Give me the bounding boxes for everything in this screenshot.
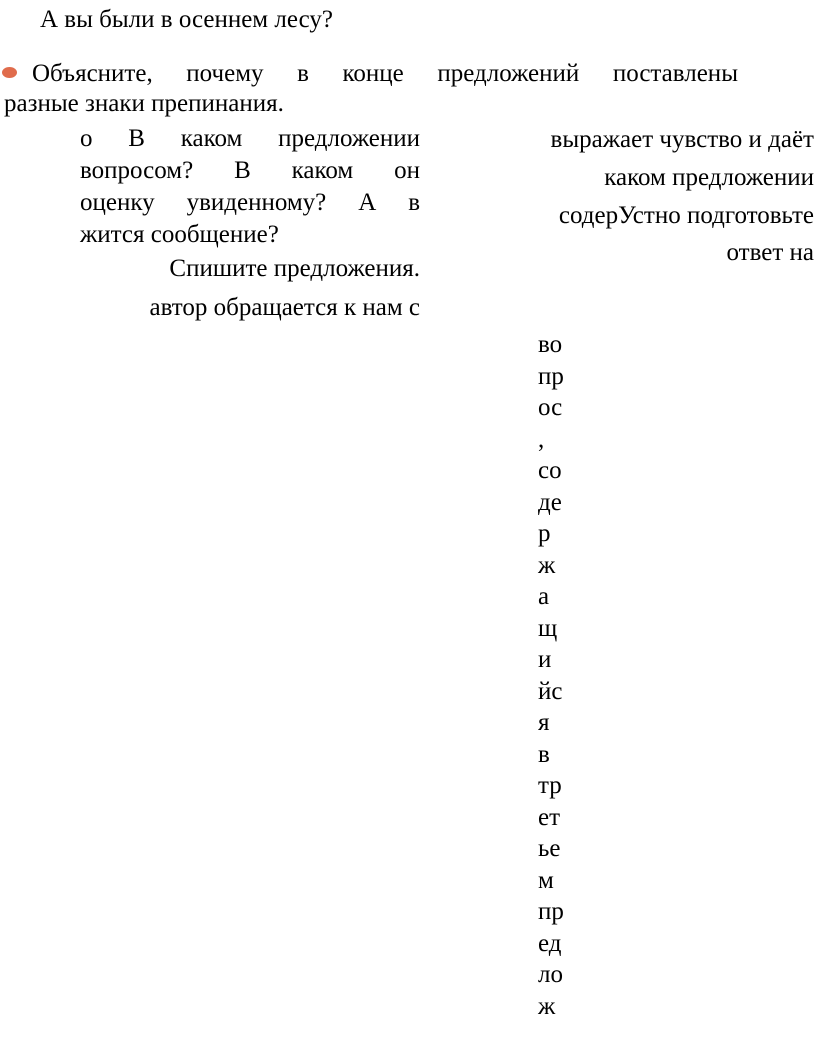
vertical-fragment: ед	[538, 929, 562, 957]
left-column-line-5: Спишите предложения.	[169, 255, 420, 282]
vertical-fragment: во	[538, 331, 563, 358]
vertical-fragment: щ	[538, 614, 558, 642]
vertical-text-column	[538, 329, 564, 1022]
left-column-line-4: жится сообщение?	[80, 221, 279, 248]
vertical-fragment: со	[538, 457, 562, 484]
vertical-fragment: пр	[538, 362, 564, 390]
vertical-fragment: ,	[538, 425, 545, 453]
vertical-fragment: тр	[538, 772, 562, 799]
vertical-fragment: а	[538, 583, 550, 610]
left-column-line-2: вопросом? В каком он	[80, 157, 420, 184]
vertical-fragment: и	[538, 646, 552, 673]
left-column-line-3: оценку увиденному? А в	[80, 189, 420, 216]
right-column-line-3: содерУстно подготовьте	[558, 202, 814, 229]
left-column-line-1: о В каком предложении	[80, 125, 420, 152]
right-column-line-1: выражает чувство и даёт	[550, 126, 814, 153]
right-column-line-4: ответ на	[726, 239, 814, 266]
vertical-fragment: ье	[538, 835, 561, 862]
vertical-fragment: р	[538, 520, 551, 547]
question-line-2: разные знаки препинания.	[4, 90, 284, 117]
question-line-1: Объясните, почему в конце предложений поставлены	[32, 60, 738, 87]
right-column-line-2: каком предложении	[604, 164, 814, 191]
vertical-fragment: ж	[538, 551, 556, 579]
page-title: А вы были в осеннем лесу?	[40, 6, 333, 33]
vertical-fragment: де	[538, 488, 562, 516]
vertical-fragment: ос	[538, 394, 563, 421]
left-column-line-6: автор обращается к нам с	[149, 294, 420, 321]
vertical-fragment: ет	[538, 803, 561, 831]
vertical-fragment: в	[538, 740, 550, 768]
vertical-fragment: м	[538, 866, 554, 894]
vertical-fragment: я	[538, 709, 550, 736]
bullet-dot-icon	[2, 67, 17, 78]
vertical-fragment: пр	[538, 898, 564, 925]
vertical-fragment: ло	[538, 961, 563, 988]
vertical-fragment: йс	[538, 677, 563, 705]
vertical-fragment: ж	[538, 992, 556, 1020]
